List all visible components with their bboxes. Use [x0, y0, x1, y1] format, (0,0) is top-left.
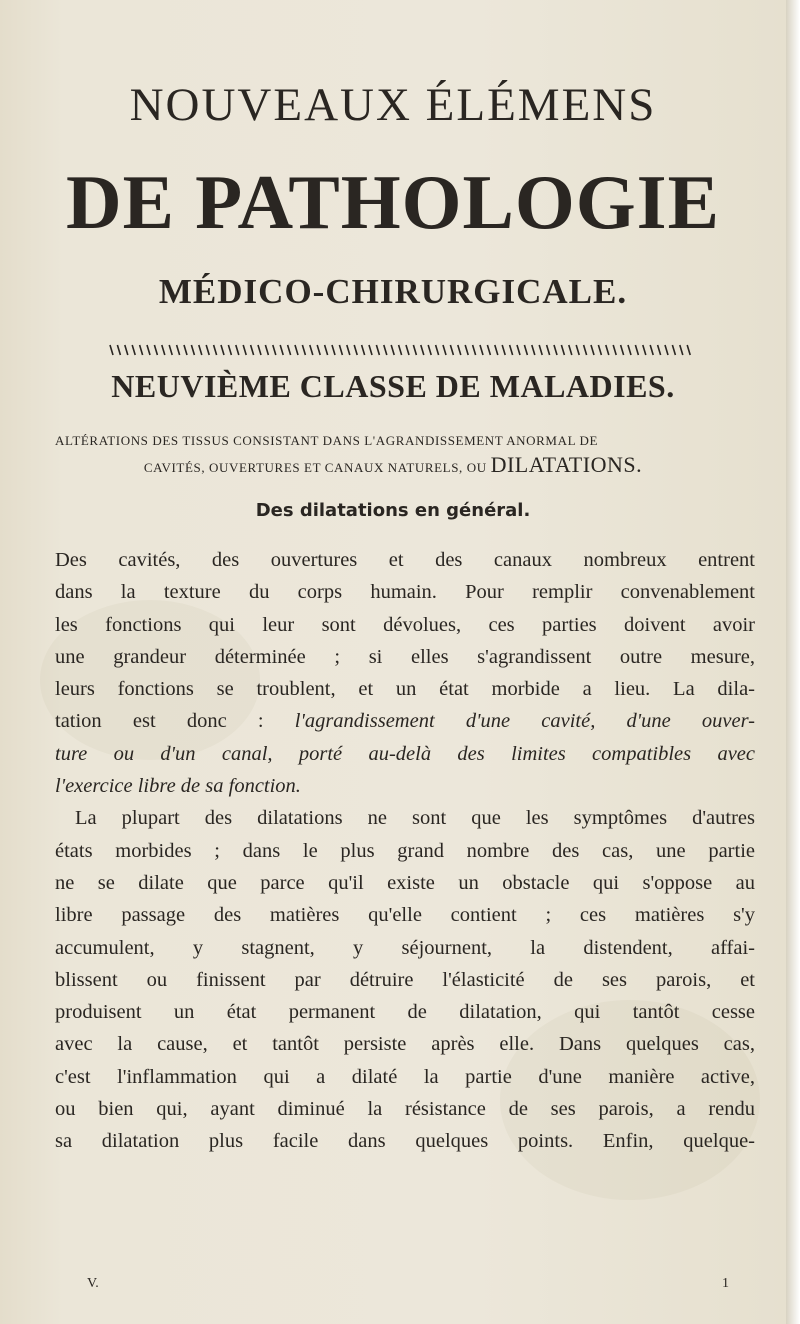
- body-line: les fonctions qui leur sont dévolues, ces parties doivent avoir: [55, 613, 755, 636]
- body-line: leurs fonctions se troublent, et un état morbide a lieu. La dila-: [55, 678, 755, 701]
- signature-mark: V.: [87, 1276, 99, 1291]
- ornament-rule-marks: [110, 345, 690, 355]
- page-number: 1: [722, 1276, 729, 1291]
- body-line: ou bien qui, ayant diminué la résistance de ses parois, a rendu: [55, 1098, 755, 1121]
- definition-italic: l'exercice libre de sa fonction.: [55, 775, 301, 798]
- body-line-definition: [55, 705, 755, 737]
- body-line: avec la cause, et tantôt persiste après elle. Dans quelques cas,: [55, 1033, 755, 1056]
- ornament-rule: [108, 342, 693, 358]
- body-line: libre passage des matières qu'elle contient ; ces matières s'y: [55, 904, 755, 927]
- body-text: [55, 544, 755, 1158]
- body-line: Des cavités, des ouvertures et des canaux nombreux entrent: [55, 549, 755, 571]
- body-line: états morbides ; dans le plus grand nombre des cas, une partie: [55, 839, 755, 862]
- subtitle-line-2-big: DILATATIONS.: [490, 452, 643, 477]
- body-line-definition-lead: tation est donc :: [55, 710, 264, 733]
- body-line: ne se dilate que parce qu'il existe un obstacle qui s'oppose au: [55, 871, 755, 894]
- title-line-3: MÉDICO-CHIRURGICALE.: [158, 272, 628, 311]
- title-line-2: DE PATHOLOGIE: [65, 159, 721, 245]
- body-line: produisent un état permanent de dilatation, qui tantôt cesse: [55, 1001, 755, 1024]
- subtitle-line-2: [0, 452, 786, 478]
- page-footer: [55, 1276, 755, 1296]
- body-line: accumulent, y stagnent, y séjournent, la distendent, affai-: [55, 936, 755, 959]
- body-line: La plupart des dilatations ne sont que les symptômes d'autres: [75, 807, 755, 830]
- title-line-1: NOUVEAUX ÉLÉMENS: [129, 79, 657, 131]
- body-line: une grandeur déterminée ; si elles s'agrandissent outre mesure,: [55, 645, 755, 668]
- definition-italic: ture ou d'un canal, porté au-delà des limites compatibles avec: [55, 742, 755, 765]
- definition-italic: l'agrandissement d'une cavité, d'une ouver-: [294, 710, 755, 733]
- body-line: c'est l'inflammation qui a dilaté la partie d'une manière active,: [55, 1065, 755, 1088]
- body-line: dans la texture du corps humain. Pour remplir convenablement: [55, 581, 755, 604]
- body-line: blissent ou finissent par détruire l'élasticité de ses parois, et: [55, 968, 755, 991]
- body-line: sa dilatation plus facile dans quelques points. Enfin, quelque-: [55, 1130, 755, 1153]
- subtitle-line-2-small: CAVITÉS, OUVERTURES ET CANAUX NATURELS, OU: [143, 460, 487, 475]
- page-edge: [786, 0, 800, 1324]
- subtitle-line-1: ALTÉRATIONS DES TISSUS CONSISTANT DANS L'AGRANDISSEMENT ANORMAL DE: [55, 433, 599, 448]
- class-title: NEUVIÈME CLASSE DE MALADIES.: [111, 368, 675, 404]
- section-heading: Des dilatations en général.: [255, 500, 531, 521]
